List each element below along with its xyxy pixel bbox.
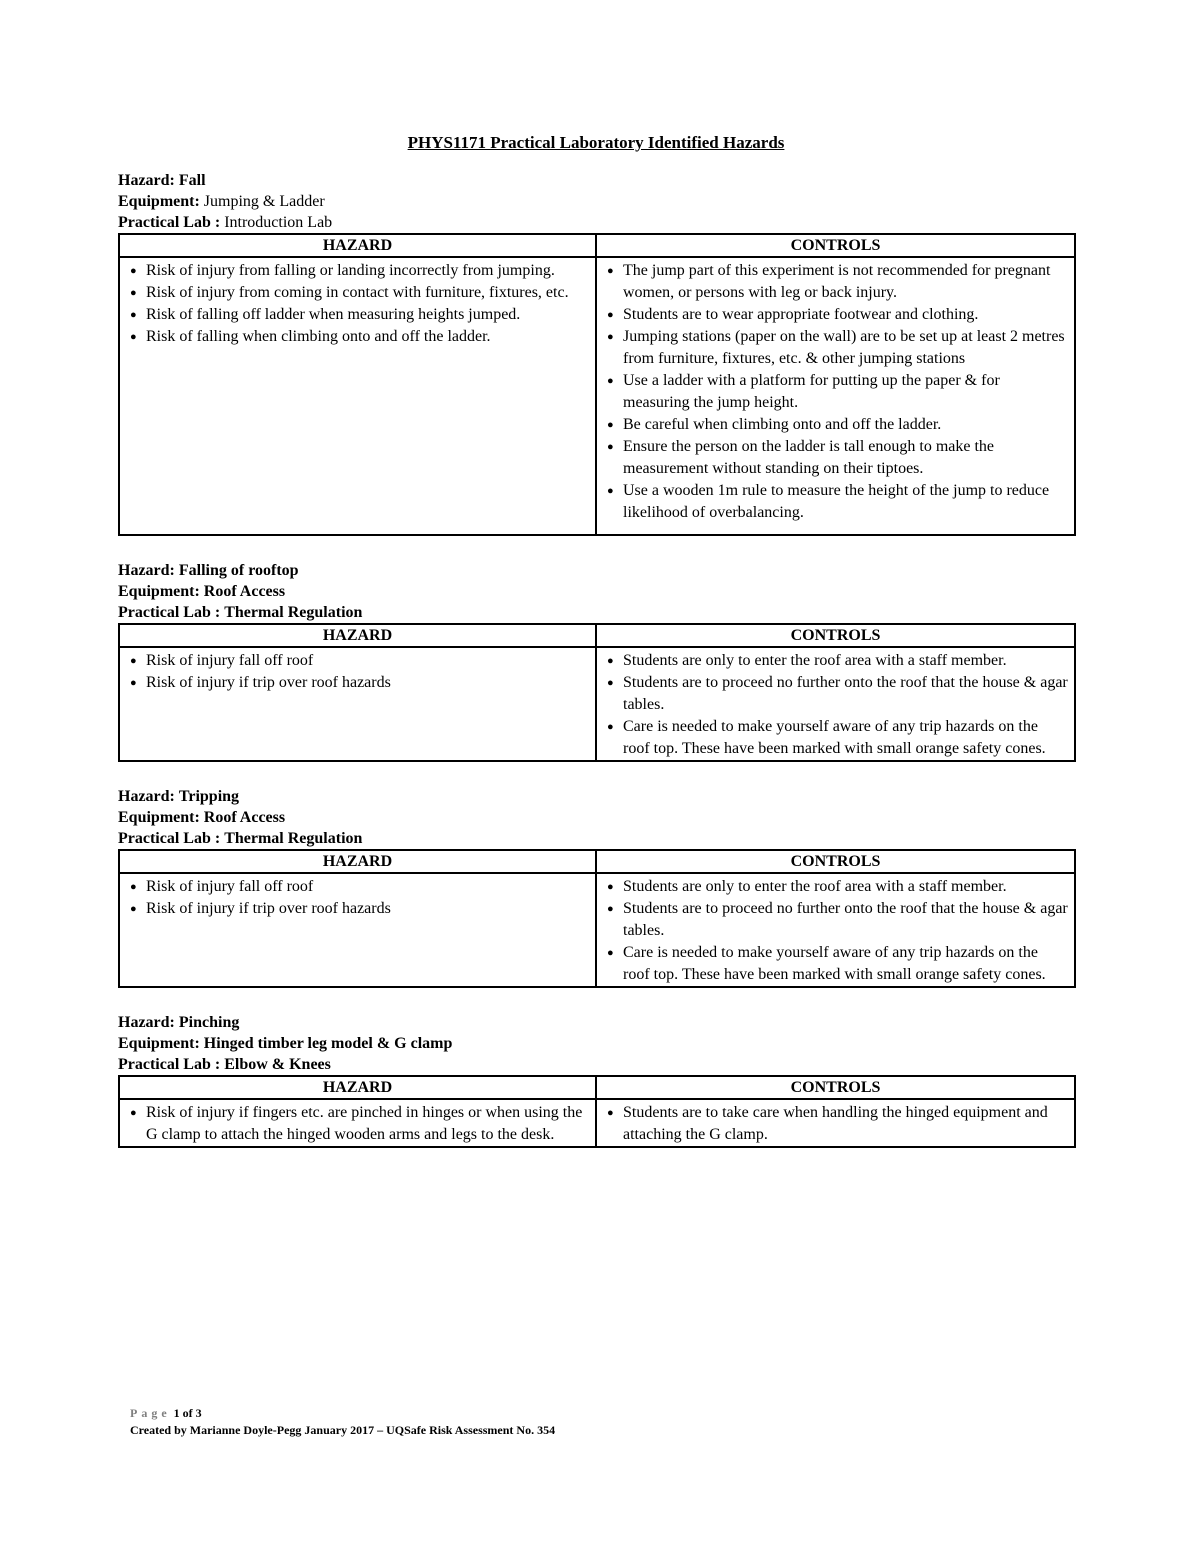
control-item: ● Care is needed to make yourself aware of any trip hazards on the roof top. These have been marked with small orange safety cones. [603, 942, 1068, 986]
control-item: ● Students are to take care when handling the hinged equipment and attaching the G clamp. [603, 1102, 1068, 1146]
page-number: 1 of 3 [173, 1406, 202, 1420]
control-item: ● Students are to proceed no further onto the roof that the house & agar tables. [603, 672, 1068, 716]
footer-credit: Created by Marianne Doyle-Pegg January 2017 – UQSafe Risk Assessment No. 354 [130, 1423, 556, 1437]
page-number-line [130, 1405, 555, 1422]
control-item: ● Be careful when climbing onto and off the ladder. [603, 414, 1068, 436]
controls-cell [596, 873, 1075, 987]
hazard-item: ● Risk of injury fall off roof [126, 876, 589, 898]
hazard-section-falling-of-rooftop [118, 560, 1074, 762]
hazard-table [118, 1075, 1076, 1148]
controls-column-header: CONTROLS [596, 234, 1075, 257]
hazard-line [118, 1012, 1074, 1033]
hazard-value: Pinching [178, 1014, 240, 1031]
hazard-item: ● Risk of injury if trip over roof hazards [126, 672, 589, 694]
practical-lab-value: Thermal Regulation [224, 830, 363, 847]
hazard-label: Hazard: [118, 562, 175, 579]
hazard-item: ● Risk of injury fall off roof [126, 650, 589, 672]
control-item: ● Use a wooden 1m rule to measure the height of the jump to reduce likelihood of overbalancing. [603, 480, 1068, 524]
control-item: ● Use a ladder with a platform for putting up the paper & for measuring the jump height. [603, 370, 1068, 414]
hazard-item: ● Risk of injury if trip over roof hazards [126, 898, 589, 920]
controls-cell [596, 257, 1075, 535]
practical-lab-label: Practical Lab : [118, 1056, 221, 1073]
equipment-label: Equipment: [118, 193, 200, 210]
practical-lab-value: Introduction Lab [224, 214, 333, 231]
control-item: ● Jumping stations (paper on the wall) are to be set up at least 2 metres from furniture, fixtures, etc. & other jumping stations [603, 326, 1068, 370]
control-item: ● The jump part of this experiment is not recommended for pregnant women, or persons with leg or back injury. [603, 260, 1068, 304]
practical-lab-label: Practical Lab : [118, 214, 221, 231]
equipment-label: Equipment: [118, 583, 200, 600]
equipment-line [118, 1033, 1074, 1054]
controls-column-header: CONTROLS [596, 624, 1075, 647]
hazard-label: Hazard: [118, 172, 175, 189]
control-item: ● Care is needed to make yourself aware of any trip hazards on the roof top. These have been marked with small orange safety cones. [603, 716, 1068, 760]
hazards-cell [119, 873, 596, 987]
equipment-label: Equipment: [118, 1035, 200, 1052]
hazard-value: Tripping [178, 788, 240, 805]
hazard-table [118, 233, 1076, 536]
control-item: ● Students are only to enter the roof area with a staff member. [603, 650, 1068, 672]
hazards-cell [119, 1099, 596, 1147]
controls-cell [596, 647, 1075, 761]
hazard-item: ● Risk of injury if fingers etc. are pinched in hinges or when using the G clamp to attach the hinged wooden arms and legs to the desk. [126, 1102, 589, 1146]
hazard-table [118, 849, 1076, 988]
controls-column-header: CONTROLS [596, 1076, 1075, 1099]
hazard-item: ● Risk of injury from falling or landing incorrectly from jumping. [126, 260, 589, 282]
hazard-line [118, 170, 1074, 191]
hazard-label: Hazard: [118, 788, 175, 805]
equipment-value: Hinged timber leg model & G clamp [203, 1035, 453, 1052]
control-item: ● Students are to proceed no further onto the roof that the house & agar tables. [603, 898, 1068, 942]
equipment-value: Jumping & Ladder [203, 193, 325, 210]
control-item: ● Students are only to enter the roof area with a staff member. [603, 876, 1068, 898]
hazard-item: ● Risk of falling when climbing onto and off the ladder. [126, 326, 589, 348]
document-title: PHYS1171 Practical Laboratory Identified Hazards [407, 133, 785, 152]
practical-lab-label: Practical Lab : [118, 830, 221, 847]
equipment-value: Roof Access [203, 809, 286, 826]
hazard-item: ● Risk of falling off ladder when measuring heights jumped. [126, 304, 589, 326]
hazard-item: ● Risk of injury from coming in contact with furniture, fixtures, etc. [126, 282, 589, 304]
hazard-value: Falling of rooftop [178, 562, 299, 579]
hazards-cell [119, 647, 596, 761]
page-footer [130, 1405, 555, 1439]
practical-lab-line [118, 828, 1074, 849]
hazard-line [118, 786, 1074, 807]
hazard-table [118, 623, 1076, 762]
hazard-column-header: HAZARD [119, 624, 596, 647]
controls-column-header: CONTROLS [596, 850, 1075, 873]
hazard-label: Hazard: [118, 1014, 175, 1031]
equipment-value: Roof Access [203, 583, 286, 600]
hazard-column-header: HAZARD [119, 1076, 596, 1099]
hazard-section-pinching [118, 1012, 1074, 1148]
practical-lab-value: Elbow & Knees [224, 1056, 331, 1073]
hazard-column-header: HAZARD [119, 234, 596, 257]
equipment-line [118, 581, 1074, 602]
document-page [118, 132, 1074, 1172]
practical-lab-line [118, 212, 1074, 233]
practical-lab-label: Practical Lab : [118, 604, 221, 621]
equipment-label: Equipment: [118, 809, 200, 826]
hazard-value: Fall [178, 172, 206, 189]
control-item: ● Students are to wear appropriate footwear and clothing. [603, 304, 1068, 326]
practical-lab-line [118, 1054, 1074, 1075]
practical-lab-value: Thermal Regulation [224, 604, 363, 621]
practical-lab-line [118, 602, 1074, 623]
hazard-section-fall [118, 170, 1074, 536]
controls-cell [596, 1099, 1075, 1147]
hazard-column-header: HAZARD [119, 850, 596, 873]
equipment-line [118, 807, 1074, 828]
control-item: ● Ensure the person on the ladder is tall enough to make the measurement without standing on their tiptoes. [603, 436, 1068, 480]
hazard-section-tripping [118, 786, 1074, 988]
hazard-line [118, 560, 1074, 581]
equipment-line [118, 191, 1074, 212]
hazards-cell [119, 257, 596, 535]
page-word: Page [130, 1406, 171, 1420]
